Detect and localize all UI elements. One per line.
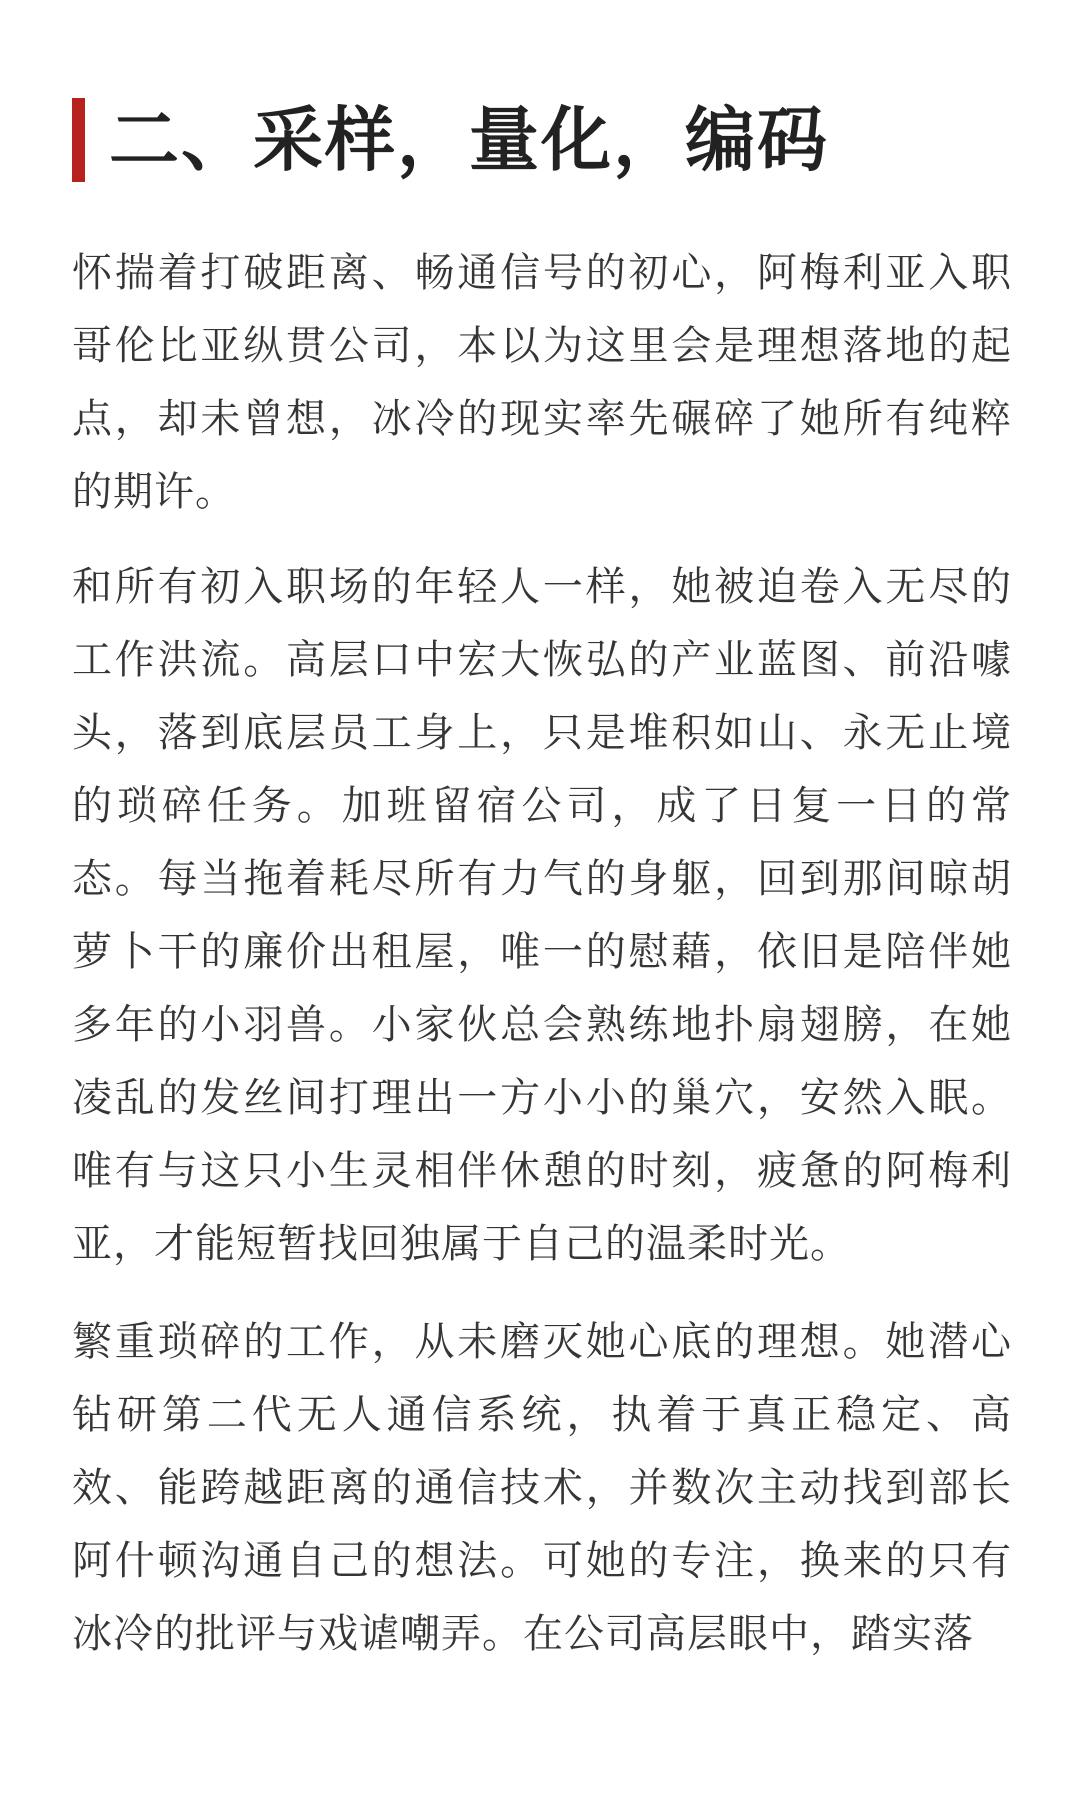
- section-heading: [72, 98, 829, 182]
- paragraph: 怀揣着打破距离、畅通信号的初心，阿梅利亚入职哥伦比亚纵贯公司，本以为这里会是理想落地的起点，却未曾想，冰冷的现实率先碾碎了她所有纯粹的期许。: [72, 250, 1012, 515]
- paragraph: 和所有初入职场的年轻人一样，她被迫卷入无尽的工作洪流。高层口中宏大恢弘的产业蓝图、前沿噱头，落到底层员工身上，只是堆积如山、永无止境的琐碎任务。加班留宿公司，成了日复一日的常态。每当拖着耗尽所有力气的身躯，回到那间晾胡萝卜干的廉价出租屋，唯一的慰藉，依旧是陪伴她多年的小羽兽。小家伙总会熟练地扑扇翅膀，在她凌乱的发丝间打理出一方小小的巢穴，安然入眠。唯有与这只小生灵相伴休憩的时刻，疲惫的阿梅利亚，才能短暂找回独属于自己的温柔时光。: [72, 564, 1012, 1267]
- section-title: 二、采样，量化，编码: [109, 99, 829, 181]
- heading-accent-bar: [72, 98, 85, 182]
- paragraph: 繁重琐碎的工作，从未磨灭她心底的理想。她潜心钻研第二代无人通信系统，执着于真正稳定、高效、能跨越距离的通信技术，并数次主动找到部长阿什顿沟通自己的想法。可她的专注，换来的只有冰冷的批评与戏谑嘲弄。在公司高层眼中，踏实落: [72, 1319, 1012, 1657]
